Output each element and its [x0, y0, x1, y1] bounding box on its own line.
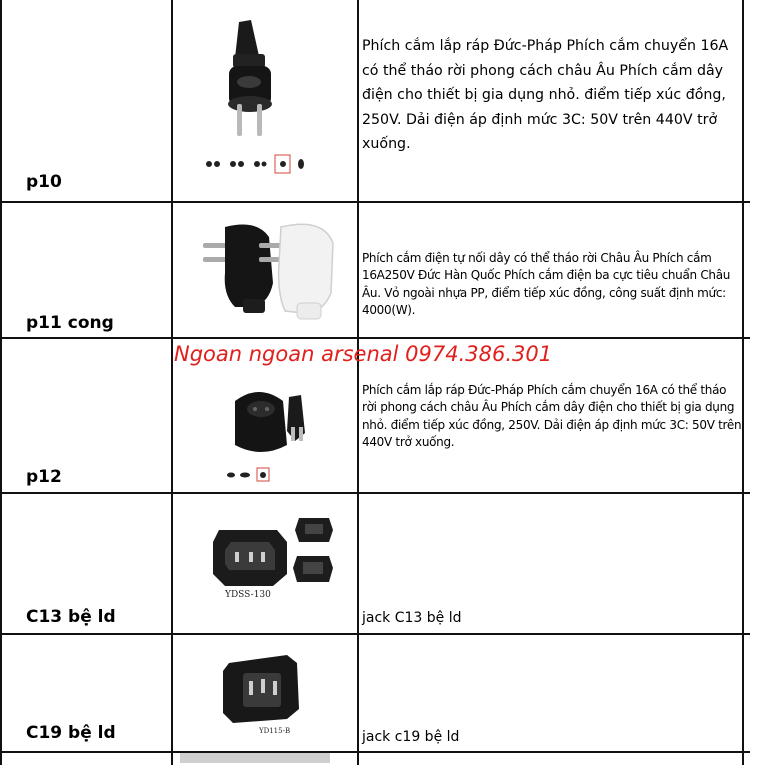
euro-plug-icon	[173, 4, 357, 199]
table-row	[0, 201, 750, 337]
product-description: Phích cắm lắp ráp Đức-Pháp Phích cắm chuyển 16A có thể tháo rời phong cách châu Âu Phích cắm dây điện cho thiết bị gia dụng nhỏ. điểm tiếp xúc đồng, 250V. Dải điện áp định mức 3C: 50V trên 440V trở xuống.	[362, 383, 742, 450]
table-row	[0, 492, 750, 633]
product-code: p12	[26, 467, 62, 487]
image-caption: YD115-B	[259, 727, 291, 735]
product-description: Phích cắm lắp ráp Đức-Pháp Phích cắm chuyển 16A có thể tháo rời phong cách châu Âu Phích cắm dây điện cho thiết bị gia dụng nhỏ. điểm tiếp xúc đồng, 250V. Dải điện áp định mức 3C: 50V trên 440V trở xuống.	[362, 38, 729, 153]
product-image	[173, 361, 357, 490]
product-description: jack C13 bệ ld	[362, 610, 462, 626]
product-code: p10	[26, 172, 62, 192]
product-image	[173, 508, 357, 626]
product-image	[173, 645, 357, 749]
product-image	[173, 203, 357, 337]
next-row-image-edge	[180, 753, 330, 763]
image-caption: YDSS-130	[225, 590, 271, 600]
row-divider	[0, 751, 750, 753]
product-code: C13 bệ ld	[26, 607, 116, 627]
c13-socket-icon	[173, 508, 357, 626]
watermark: Ngoan ngoan arsenal 0974.386.301	[174, 342, 553, 366]
angled-plug-icon	[173, 203, 357, 337]
product-code: C19 bệ ld	[26, 723, 116, 743]
product-description: jack c19 bệ ld	[362, 729, 460, 745]
euro-socket-icon	[173, 361, 357, 490]
table-row	[0, 0, 750, 201]
table-row	[0, 633, 750, 751]
product-code: p11 cong	[26, 313, 114, 333]
product-image	[173, 4, 357, 199]
product-description: Phích cắm điện tự nối dây có thể tháo rời Châu Âu Phích cắm 16A250V Đức Hàn Quốc Phích cắm điện ba cực tiêu chuẩn Châu Âu. Vỏ ngoài nhựa PP, điểm tiếp xúc đồng, công suất định mức: 4000(W).	[362, 251, 731, 318]
